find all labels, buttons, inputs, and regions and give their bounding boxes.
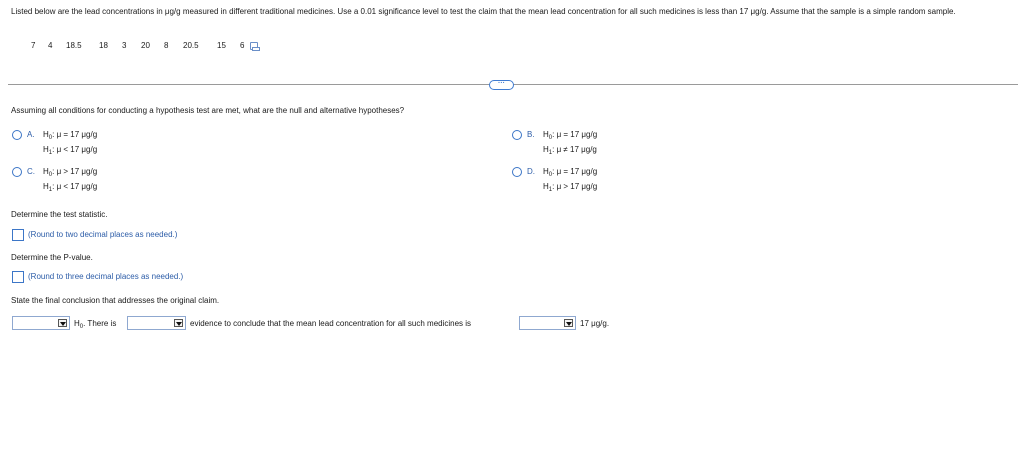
option-d-letter: D.: [527, 167, 535, 176]
data-value: 18.5: [66, 41, 82, 50]
question-text: Assuming all conditions for conducting a hypothesis test are met, what are the null and alternative hypotheses?: [11, 106, 405, 115]
data-value: 4: [48, 41, 53, 50]
data-value: 20: [141, 41, 150, 50]
comparison-select[interactable]: [519, 316, 576, 330]
conclusion-h0-text: $H_0$. There is: [74, 319, 117, 330]
p-value-hint: (Round to three decimal places as needed.): [28, 272, 184, 281]
data-value: 7: [31, 41, 36, 50]
data-value: 15: [217, 41, 226, 50]
conclusion-middle-text: evidence to conclude that the mean lead concentration for all such medicines is: [190, 319, 472, 328]
option-a-radio[interactable]: [12, 130, 22, 140]
option-d-h1: $H_1$: μ > 17 μg/g: [543, 182, 598, 193]
more-button[interactable]: ···: [489, 80, 514, 90]
data-value: 18: [99, 41, 108, 50]
chevron-down-icon: [564, 319, 573, 327]
option-a-h1: $H_1$: μ < 17 μg/g: [43, 145, 98, 156]
conclusion-label: State the final conclusion that addresses the original claim.: [11, 296, 220, 305]
reject-decision-select[interactable]: [12, 316, 70, 330]
test-statistic-input[interactable]: [12, 229, 24, 241]
option-c-h0: $H_0$: μ > 17 μg/g: [43, 167, 98, 178]
chevron-down-icon: [58, 319, 67, 327]
option-c-letter: C.: [27, 167, 35, 176]
option-b-h1: $H_1$: μ ≠ 17 μg/g: [543, 145, 597, 156]
option-b-radio[interactable]: [512, 130, 522, 140]
copy-icon[interactable]: [250, 42, 258, 50]
option-d-h0: $H_0$: μ = 17 μg/g: [543, 167, 598, 178]
data-value: 20.5: [183, 41, 199, 50]
chevron-down-icon: [174, 319, 183, 327]
option-b-letter: B.: [527, 130, 535, 139]
data-value: 6: [240, 41, 245, 50]
option-b-h0: $H_0$: μ = 17 μg/g: [543, 130, 598, 141]
evidence-level-select[interactable]: [127, 316, 186, 330]
p-value-label: Determine the P-value.: [11, 253, 93, 262]
p-value-input[interactable]: [12, 271, 24, 283]
option-a-letter: A.: [27, 130, 35, 139]
data-value: 3: [122, 41, 127, 50]
option-c-radio[interactable]: [12, 167, 22, 177]
test-statistic-hint: (Round to two decimal places as needed.): [28, 230, 178, 239]
conclusion-end-text: 17 μg/g.: [580, 319, 610, 328]
option-c-h1: $H_1$: μ < 17 μg/g: [43, 182, 98, 193]
option-a-h0: $H_0$: μ = 17 μg/g: [43, 130, 98, 141]
problem-intro: Listed below are the lead concentrations in μg/g measured in different traditional medicines. Use a 0.01 significance level to test the claim that the mean lead concentration for all such medicines is less than 17 μg/g. Assume that the sample is a simple random sample.: [11, 7, 956, 16]
option-d-radio[interactable]: [512, 167, 522, 177]
data-value: 8: [164, 41, 169, 50]
test-statistic-label: Determine the test statistic.: [11, 210, 108, 219]
